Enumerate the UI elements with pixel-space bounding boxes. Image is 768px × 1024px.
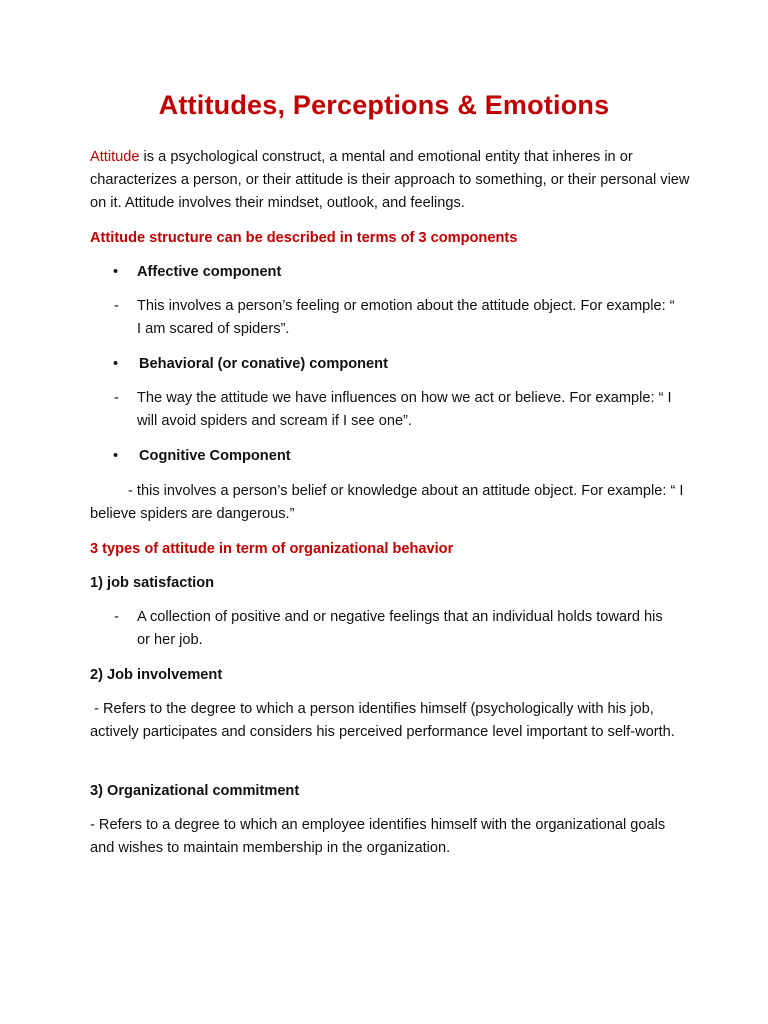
behavioral-label: Behavioral (or conative) component bbox=[139, 356, 388, 372]
type2-desc: - Refers to the degree to which a person identifies himself (psychologically with his job, actively participates and considers his perceived performance level important to self-worth. bbox=[90, 701, 675, 740]
type3-heading: 3) Organizational commitment bbox=[90, 783, 300, 799]
page-title: Attitudes, Perceptions & Emotions bbox=[158, 90, 610, 120]
dash-marker: - bbox=[114, 609, 119, 625]
structure-heading: Attitude structure can be described in terms of 3 components bbox=[90, 230, 518, 246]
intro-paragraph bbox=[90, 146, 690, 215]
cognitive-label: Cognitive Component bbox=[139, 448, 291, 464]
bullet-marker: • bbox=[113, 448, 119, 464]
cognitive-desc: - this involves a person’s belief or knowledge about an attitude object. For example: “ I believe spiders are dangerous.” bbox=[90, 483, 684, 522]
types-heading: 3 types of attitude in term of organizational behavior bbox=[90, 541, 454, 557]
bullet-marker: • bbox=[113, 264, 119, 280]
dash-marker: - bbox=[114, 298, 119, 314]
type1-desc: A collection of positive and or negative feelings that an individual holds toward his or her job. bbox=[137, 609, 663, 648]
dash-marker: - bbox=[114, 390, 119, 406]
type2-heading: 2) Job involvement bbox=[90, 667, 223, 683]
intro-term: Attitude bbox=[90, 149, 140, 165]
intro-text: is a psychological construct, a mental and emotional entity that inheres in or characterizes a person, or their attitude is their approach to something, or their personal view on it. Attitude involves their mindset, outlook, and feelings. bbox=[90, 149, 690, 211]
bullet-marker: • bbox=[113, 356, 119, 372]
type1-heading: 1) job satisfaction bbox=[90, 575, 215, 591]
affective-label: Affective component bbox=[137, 264, 282, 280]
affective-desc: This involves a person’s feeling or emotion about the attitude object. For example: “ I am scared of spiders”. bbox=[137, 298, 675, 337]
type3-desc: - Refers to a degree to which an employee identifies himself with the organizational goals and wishes to maintain membership in the organization. bbox=[90, 817, 666, 856]
behavioral-desc: The way the attitude we have influences on how we act or believe. For example: “ I will avoid spiders and scream if I see one”. bbox=[137, 390, 672, 429]
